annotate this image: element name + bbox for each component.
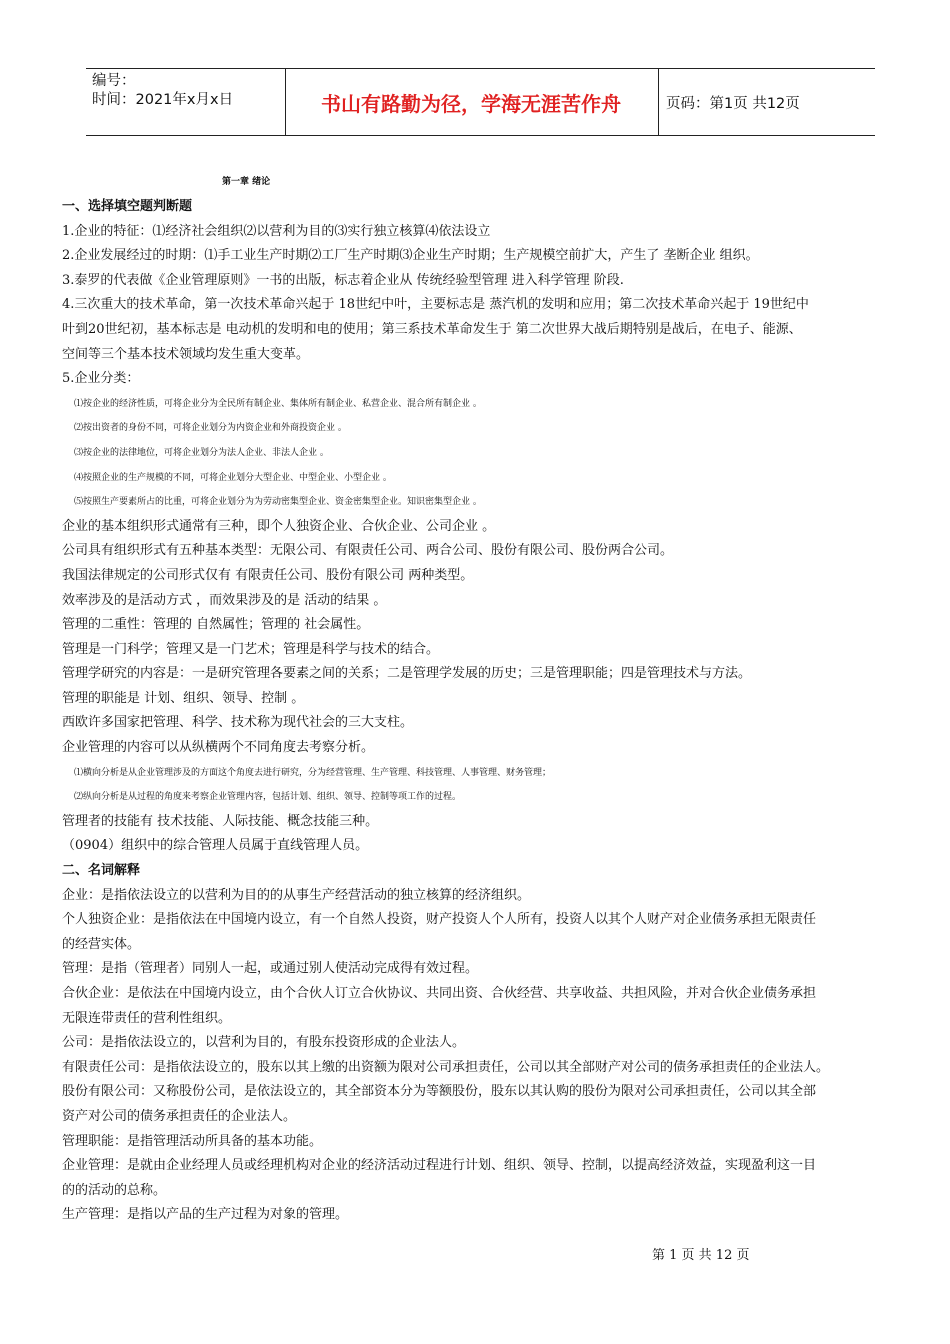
definition-line: 企业管理：是就由企业经理人员或经理机构对企业的经济活动过程进行计划、组织、领导、控制，以提高经济效益，实现盈利这一目 xyxy=(62,1158,817,1174)
paragraph-line: 5.企业分类： xyxy=(62,371,140,387)
paragraph-line: 1.企业的特征：⑴经济社会组织⑵以营利为目的⑶实行独立核算⑷依法设立 xyxy=(62,223,491,239)
header-motto: 书山有路勤为径，学海无涯苦作舟 xyxy=(321,92,621,116)
definition-line: 的的活动的总称。 xyxy=(62,1182,167,1198)
paragraph-line: 2.企业发展经过的时期：⑴手工业生产时期⑵工厂生产时期⑶企业生产时期；生产规模空前扩大，产生了 垄断企业 组织。 xyxy=(62,248,759,264)
paragraph-line: 管理的职能是 计划、组织、领导、控制 。 xyxy=(62,690,305,706)
paragraph-line: 企业管理的内容可以从纵横两个不同角度去考察分析。 xyxy=(62,740,375,756)
list-item: ⑴横向分析是从企业管理涉及的方面这个角度去进行研究，分为经营管理、生产管理、科技管理、人事管理、财务管理； xyxy=(74,767,552,778)
definition-line: 无限连带责任的营利性组织。 xyxy=(62,1010,232,1026)
paragraph-line: 西欧许多国家把管理、科学、技术称为现代社会的三大支柱。 xyxy=(62,715,414,731)
section-heading-fill-in: 一、选择填空题判断题 xyxy=(62,199,193,214)
paragraph-line: 公司具有组织形式有五种基本类型：无限公司、有限责任公司、两合公司、股份有限公司、股份两合公司。 xyxy=(62,543,674,559)
paragraph-line: 管理学研究的内容是：一是研究管理各要素之间的关系；二是管理学发展的历史；三是管理职能；四是管理技术与方法。 xyxy=(62,666,752,682)
paragraph-line: （0904）组织中的综合管理人员属于直线管理人员。 xyxy=(62,838,369,854)
paragraph-line: 企业的基本组织形式通常有三种，即个人独资企业、合伙企业、公司企业 。 xyxy=(62,518,496,534)
definition-line: 管理职能：是指管理活动所具备的基本功能。 xyxy=(62,1133,323,1149)
header-page-number: 页码：第1页 共12页 xyxy=(666,96,800,112)
definition-line: 生产管理：是指以产品的生产过程为对象的管理。 xyxy=(62,1207,349,1223)
paragraph-line: 叶到20世纪初，基本标志是 电动机的发明和电的使用；第三系技术革命发生于 第二次世界大战后期特别是战后，在电子、能源、 xyxy=(62,321,802,337)
list-item: ⑵纵向分析是从过程的角度来考察企业管理内容，包括计划、组织、领导、控制等项工作的过程。 xyxy=(74,792,462,803)
list-item: ⑵按出资者的身份不同，可将企业划分为内资企业和外商投资企业 。 xyxy=(74,423,347,434)
paragraph-line: 3.泰罗的代表做《企业管理原则》一书的出版，标志着企业从 传统经验型管理 进入科学管理 阶段. xyxy=(62,272,624,288)
definition-line: 股份有限公司：又称股份公司，是依法设立的，其全部资本分为等额股份，股东以其认购的股份为限对公司承担责任，公司以其全部 xyxy=(62,1084,817,1100)
time-label: 时间：2021年x月x日 xyxy=(92,92,234,108)
paragraph-line: 管理是一门科学；管理又是一门艺术；管理是科学与技术的结合。 xyxy=(62,641,440,657)
definition-line: 公司：是指依法设立的，以营利为目的，有股东投资形成的企业法人。 xyxy=(62,1035,466,1051)
header-meta xyxy=(92,72,233,110)
header-divider-right xyxy=(658,69,659,135)
list-item: ⑷按照企业的生产规模的不同，可将企业划分大型企业、中型企业、小型企业 。 xyxy=(74,472,392,483)
page-header-table xyxy=(86,68,875,136)
definition-line: 个人独资企业：是指依法在中国境内设立，有一个自然人投资，财产投资人个人所有，投资人以其个人财产对企业债务承担无限责任 xyxy=(62,912,817,928)
list-item: ⑸按照生产要素所占的比重，可将企业划分为为劳动密集型企业、资金密集型企业。知识密集型企业 。 xyxy=(74,497,482,508)
chapter-title: 第一章 绪论 xyxy=(222,177,271,187)
paragraph-line: 4.三次重大的技术革命，第一次技术革命兴起于 18世纪中叶，主要标志是 蒸汽机的发明和应用；第二次技术革命兴起于 19世纪中 xyxy=(62,297,809,313)
page-footer: 第 1 页 共 12 页 xyxy=(652,1248,750,1263)
paragraph-line: 空间等三个基本技术领域均发生重大变革。 xyxy=(62,346,310,362)
definition-line: 管理：是指（管理者）同别人一起，或通过别人使活动完成得有效过程。 xyxy=(62,961,479,977)
definition-line: 合伙企业：是依法在中国境内设立，由个合伙人订立合伙协议、共同出资、合伙经营、共享收益、共担风险，并对合伙企业债务承担 xyxy=(62,986,817,1001)
list-item: ⑶按企业的法律地位，可将企业划分为法人企业、非法人企业 。 xyxy=(74,447,329,458)
definition-line: 企业：是指依法设立的以营利为目的的从事生产经营活动的独立核算的经济组织。 xyxy=(62,887,531,903)
section-heading-definitions: 二、名词解释 xyxy=(62,863,141,879)
paragraph-line: 管理的二重性：管理的 自然属性；管理的 社会属性。 xyxy=(62,617,370,633)
paragraph-line: 效率涉及的是活动方式 ，而效果涉及的是 活动的结果 。 xyxy=(62,592,387,608)
definition-line: 资产对公司的债务承担责任的企业法人。 xyxy=(62,1108,297,1124)
paragraph-line: 我国法律规定的公司形式仅有 有限责任公司、股份有限公司 两种类型。 xyxy=(62,567,474,583)
document-body xyxy=(62,170,902,1228)
list-item: ⑴按企业的经济性质，可将企业分为全民所有制企业、集体所有制企业、私营企业、混合所有制企业 。 xyxy=(74,398,482,409)
number-label: 编号： xyxy=(92,73,136,89)
definition-line: 有限责任公司：是指依法设立的，股东以其上缴的出资额为限对公司承担责任，公司以其全部财产对公司的债务承担责任的企业法人。 xyxy=(62,1059,830,1075)
definition-line: 的经营实体。 xyxy=(62,936,141,952)
paragraph-line: 管理者的技能有 技术技能、人际技能、概念技能三种。 xyxy=(62,813,379,829)
